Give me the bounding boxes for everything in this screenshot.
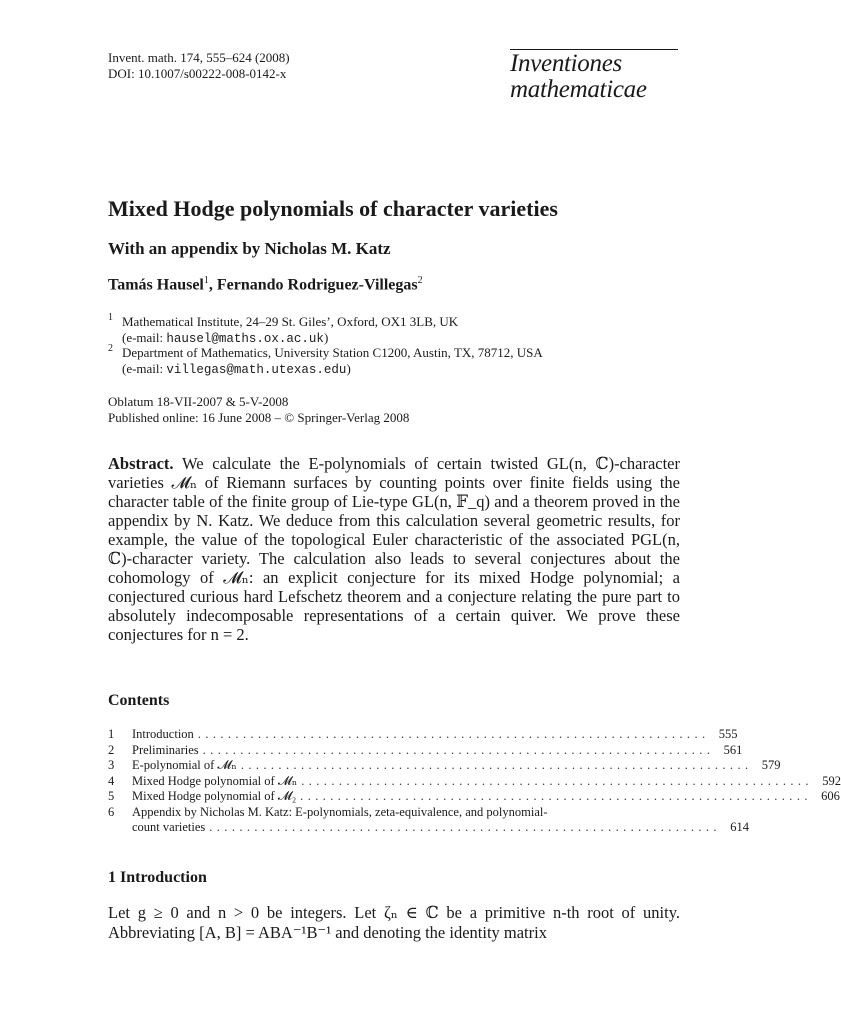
toc-entry[interactable]: 3 E-polynomial of 𝓜ₙ .................................................................... 579 — [108, 758, 781, 772]
journal-logo-line2: mathematicae — [510, 76, 647, 103]
leader-dots: .................................................................... — [209, 820, 721, 834]
affiliation-number: 2 — [108, 343, 113, 354]
leader-dots: .................................................................... — [301, 773, 813, 788]
author-name: Fernando Rodriguez-Villegas — [216, 276, 418, 294]
toc-entry[interactable]: 1 Introduction .................................................................... 555 — [108, 727, 738, 741]
toc-entry[interactable]: 5 Mixed Hodge polynomial of 𝓜₂ .................................................................... 606 — [108, 789, 840, 803]
citation: Invent. math. 174, 555–624 (2008) — [108, 50, 290, 65]
toc-entry[interactable]: 6 Appendix by Nicholas M. Katz: E-polynomials, zeta-equivalence, and polynomial- — [108, 804, 548, 819]
doi: DOI: 10.1007/s00222-008-0142-x — [108, 66, 287, 81]
table-of-contents — [108, 727, 841, 836]
affiliation-number: 1 — [108, 312, 113, 323]
journal-citation-block — [108, 50, 290, 82]
journal-logo-line1: Inventiones — [510, 50, 622, 77]
journal-logo — [510, 49, 680, 103]
paper-subtitle: With an appendix by Nicholas M. Katz — [108, 239, 391, 258]
contents-heading: Contents — [108, 692, 170, 709]
toc-entry[interactable]: 4 Mixed Hodge polynomial of 𝓜ₙ .................................................................... 592 — [108, 773, 841, 788]
abstract-text: We calculate the E-polynomials of certain twisted GL(n, ℂ)-character varieties 𝓜ₙ of Riemann surfaces by counting points over finite fields using the character table of the finite group of Lie-type GL(n, 𝔽_q) and a theorem proved in the appendix by N. Katz. We deduce from this calculation several geometric results, for example, the value of the topological Euler characteristic of the associated PGL(n, ℂ)-character variety. The calculation also leads to several conjectures about the cohomology of 𝓜ₙ: an explicit conjecture for its mixed Hodge polynomial; a conjectured curious hard Lefschetz theorem and a conjecture relating the pure part to absolutely indecomposable representations of a certain quiver. We prove these conjectures for n = 2. — [108, 454, 681, 644]
affiliation-2 — [108, 345, 543, 378]
leader-dots: .................................................................... — [202, 742, 715, 757]
author-list — [108, 275, 423, 294]
toc-entry-continuation[interactable]: count varieties .................................................................... 614 — [132, 820, 749, 834]
author-affil-mark: 2 — [417, 275, 423, 286]
oblatum-date: Oblatum 18-VII-2007 & 5-V-2008 — [108, 394, 289, 409]
leader-dots: .................................................................... — [197, 727, 710, 741]
leader-dots: .................................................................... — [240, 758, 753, 772]
email-link[interactable]: hausel@maths.ox.ac.uk — [166, 332, 324, 346]
affiliation-1 — [108, 314, 458, 347]
paper-title: Mixed Hodge polynomials of character varieties — [108, 196, 558, 221]
toc-entry[interactable]: 2 Preliminaries .................................................................... 561 — [108, 742, 743, 757]
author-name: Tamás Hausel — [108, 276, 204, 294]
leader-dots: .................................................................... — [300, 789, 812, 803]
affiliation-email-line: (e-mail: hausel@maths.ox.ac.uk) — [122, 330, 329, 346]
author-separator: , — [208, 276, 217, 294]
abstract — [108, 454, 680, 644]
abstract-label: Abstract. — [108, 454, 174, 473]
section-heading: 1 Introduction — [108, 869, 207, 886]
email-link[interactable]: villegas@math.utexas.edu — [166, 363, 347, 377]
affiliation-text: Mathematical Institute, 24–29 St. Giles’, Oxford, OX1 3LB, UK — [122, 314, 459, 329]
author-affil-mark: 1 — [203, 275, 209, 286]
affiliation-text: Department of Mathematics, University Station C1200, Austin, TX, 78712, USA — [122, 345, 543, 360]
published-date: Published online: 16 June 2008 – © Springer-Verlag 2008 — [108, 410, 410, 425]
body-paragraph: Let g ≥ 0 and n > 0 be integers. Let ζₙ ∈ ℂ be a primitive n-th root of unity. Abbreviating [A, B] = ABA⁻¹B⁻¹ and denoting the identity matrix — [108, 903, 680, 942]
publication-dates — [108, 394, 409, 426]
affiliation-email-line: (e-mail: villegas@math.utexas.edu) — [122, 361, 351, 377]
